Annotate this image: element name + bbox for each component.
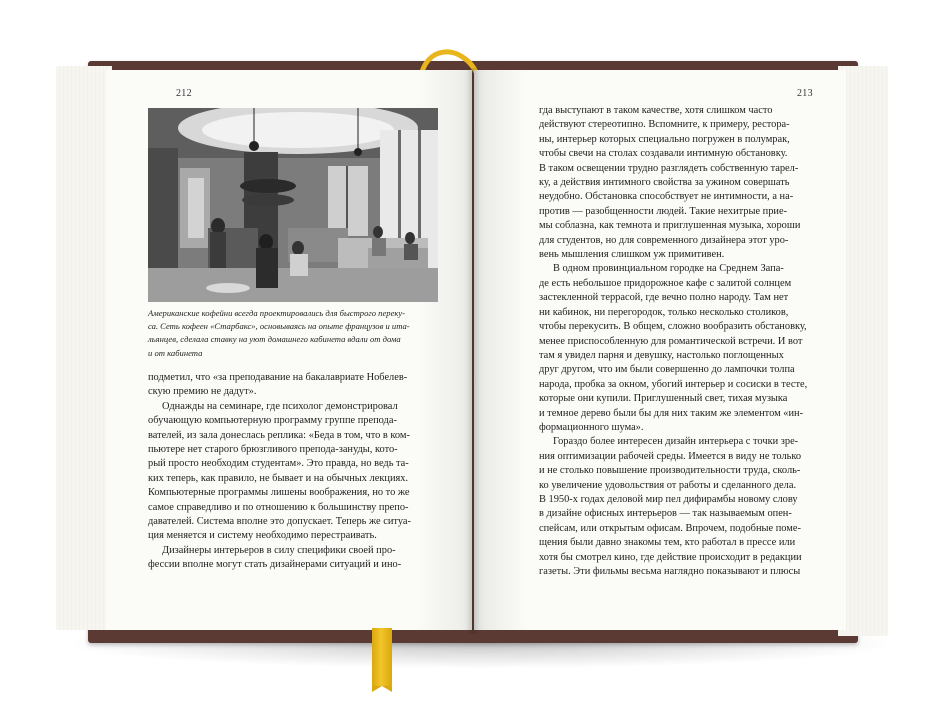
text-line: менее приспособленную для романтической встречи. И вот [539,335,803,347]
caption-line: Американские кофейни всегда проектировались для быстрого переку- [148,308,406,318]
text-line: против — разобщенности людей. Такие нехитрые прие- [539,205,788,217]
text-line: застекленной террасой, где вечно полно народу. Там нет [539,292,789,304]
text-line: там я увидел парня и девушку, настолько поглощенных [539,349,784,361]
left-page-body [148,371,440,573]
text-line: В 1950-х годах деловой мир пел дифирамбы новому слову [539,493,798,505]
caption-line: са. Сеть кофеен «Старбакс», основываясь на опыте французов и ита- [148,321,410,332]
text-line: Компьютерные программы лишены воображения, но то же [148,487,410,499]
left-page-edges [56,66,112,630]
text-line: действуют стереотипно. Вспомните, к примеру, ресторa- [539,119,790,131]
text-line: ку, а действия интимного свойства за ужином совершать [539,177,790,189]
book-gutter [466,68,480,634]
text-line: формационного шума». [539,421,644,433]
photo-caption [148,307,440,360]
text-line: пьютере нет старого брюзгливого препода-зануды, кото- [148,444,398,456]
text-line: подметил, что «за преподавание на бакалавриате Нобелев- [148,372,408,383]
text-line: хотя бы смотрел кино, где действие происходит в редакции [539,551,802,563]
text-line: газеты. Эти фильмы весьма наглядно показывают и плюсы [539,566,801,577]
text-line: щения были давно знакомы тем, кто работал в прессе или [539,537,796,549]
text-line: ни кабинок, ни перегородок, только несколько столиков, [539,306,789,318]
text-line: ния оптимизации рабочей среды. Имеется в виду не только [539,450,802,462]
text-line: самое справедливо и по отношению к большинству препо- [148,501,409,513]
text-line: ны, интерьер которых специально погружен в полумрак, [539,133,790,145]
text-line: ко увеличение удовольствия от работы и сделанного дела. [539,479,797,491]
text-line: Гораздо более интересен дизайн интерьера с точки зре- [553,436,799,448]
right-page-body [539,104,839,579]
text-line: в дизайне офисных интерьеров — так называемым опен- [539,508,792,520]
text-line: вень мышления слишком уж примитивен. [539,249,725,261]
text-line: которые они купили. Приглушенный свет, тихая музыка [539,393,788,405]
text-line: В таком освещении трудно разглядеть собственную тарел- [539,162,799,174]
text-line: давателей. Система вполне это допускает. Теперь же ситуа- [148,516,411,528]
text-line: для студентов, но для современного дизайнера этот уро- [539,234,789,246]
text-line: Однажды на семинаре, где психолог демонстрировал [162,400,398,412]
caption-line: льянцев, сделала ставку на уют домашнего кабинета вдали от дома [148,334,401,345]
right-page-number: 213 [797,88,813,99]
text-line: Дизайнеры интерьеров в силу специфики своей про- [162,544,396,556]
bookmark-ribbon [372,628,392,686]
text-line: В одном провинциальном городке на Среднем Запа- [553,263,784,275]
text-line: рый просто необходим студентам». Это правда, но ведь тa- [148,458,409,470]
text-line: друг другом, что им были совершенно до лампочки толпа [539,364,795,376]
caption-line: и от кабинета [148,347,203,358]
text-line: неудобно. Обстановка способствует не интимности, а на- [539,191,794,203]
text-line: скую премию не дадут». [148,386,257,398]
text-line: фессии вполне могут стать дизайнерами ситуаций и ино- [148,559,402,571]
text-line: и не столько повышение производительности труда, сколь- [539,465,801,477]
text-line: ких теперь, как правило, не бывает и на обычных лекциях. [148,472,409,484]
text-line: народа, пробка за окном, убогий интерьер и сосиски в тесте, [539,378,808,390]
text-line: ция меняется и систему необходимо перестраивать. [148,530,377,542]
text-line: чтобы перекусить. В общем, сложно вообразить обстановку, [539,321,807,333]
text-line: гда выступают в таком качестве, хотя слишком часто [539,105,773,116]
text-line: спейсам, или открытым офисам. Впрочем, подобные поме- [539,522,801,534]
text-line: и темное дерево были бы для них таким же элементом «ин- [539,407,804,419]
text-line: чтобы свечи на столах создавали интимную обстановку. [539,148,788,160]
left-page-number: 212 [176,88,192,99]
text-line: обучающую компьютерную программу группе препода- [148,415,397,427]
cafe-interior-photo [148,108,438,302]
text-line: де есть небольшое придорожное кафе с залитой солнцем [539,277,792,289]
text-line: вателей, из зала донеслась реплика: «Беда в том, что в ком- [148,429,410,441]
text-line: мы соблазна, как темнота и приглушенная музыка, хороши [539,220,801,232]
